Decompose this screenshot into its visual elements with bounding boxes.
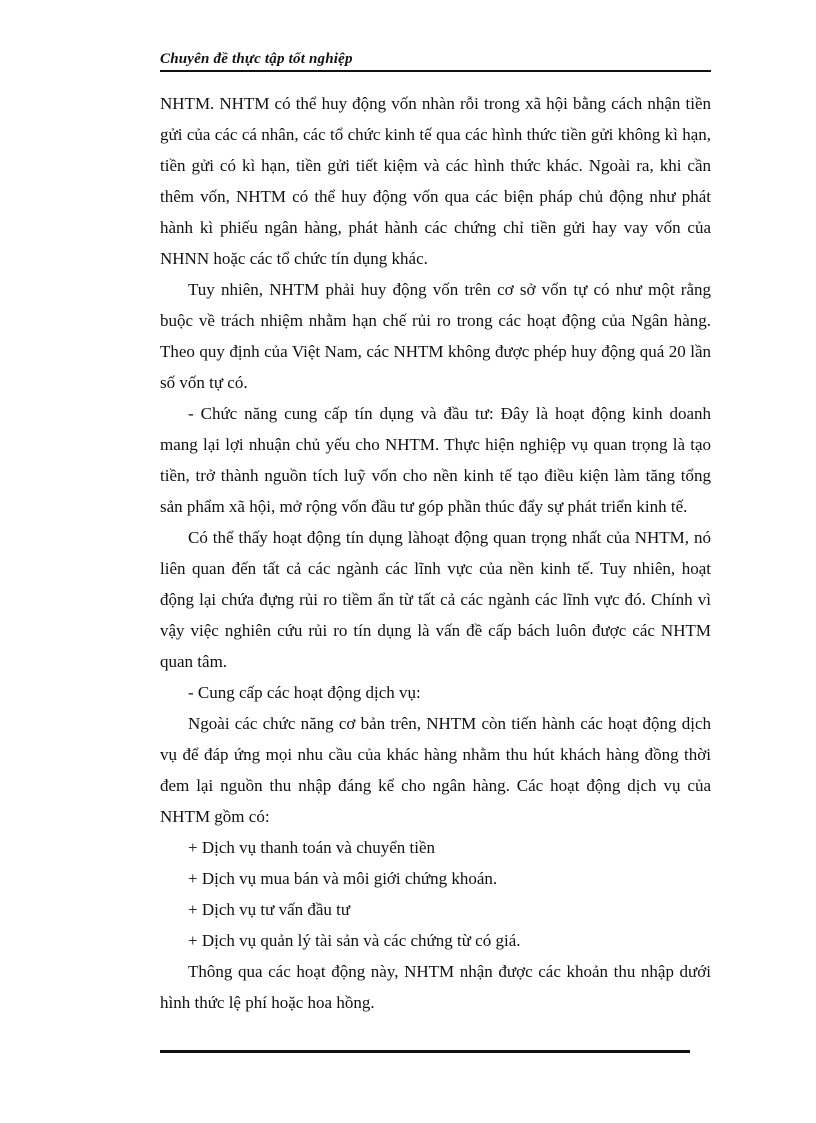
paragraph: - Chức năng cung cấp tín dụng và đầu tư: Đây là hoạt động kinh doanh mang lại lợi nhuận chủ yếu cho NHTM. Thực hiện nghiệp vụ quan trọng là tạo tiền, trở thành nguồn tích luỹ vốn cho nền kinh tế tạo điều kiện làm tăng tổng sản phẩm xã hội, mở rộng vốn đầu tư góp phần thúc đẩy sự phát triển kinh tế. [160, 404, 711, 516]
header-title: Chuyên đề thực tập tốt nghiệp [160, 51, 353, 67]
list-item: + Dịch vụ mua bán và môi giới chứng khoán. [188, 869, 498, 888]
page-header [160, 44, 711, 72]
section-heading: - Cung cấp các hoạt động dịch vụ: [188, 683, 421, 702]
list-item: + Dịch vụ tư vấn đầu tư [188, 900, 351, 919]
footer-divider [160, 1050, 690, 1053]
paragraph: Có thể thấy hoạt động tín dụng làhoạt động quan trọng nhất của NHTM, nó liên quan đến tất cả các ngành các lĩnh vực của nền kinh tế. Tuy nhiên, hoạt động lại chứa đựng rủi ro tiềm ẩn từ tất cả các ngành các lĩnh vực đó. Chính vì vậy việc nghiên cứu rủi ro tín dụng là vấn đề cấp bách luôn được các NHTM quan tâm. [160, 528, 711, 671]
paragraph: Ngoài các chức năng cơ bản trên, NHTM còn tiến hành các hoạt động dịch vụ để đáp ứng mọi nhu cầu của khác hàng nhằm thu hút khách hàng đồng thời đem lại nguồn thu nhập đáng kể cho ngân hàng. Các hoạt động dịch vụ của NHTM gồm có: [160, 714, 711, 826]
paragraph: Thông qua các hoạt động này, NHTM nhận được các khoản thu nhập dưới hình thức lệ phí hoặc hoa hồng. [160, 962, 711, 1012]
list-item: + Dịch vụ quản lý tài sản và các chứng từ có giá. [188, 931, 521, 950]
document-body [160, 88, 711, 1018]
paragraph: NHTM. NHTM có thể huy động vốn nhàn rỗi trong xã hội bằng cách nhận tiền gửi của các cá nhân, các tổ chức kinh tế qua các hình thức tiền gửi không kì hạn, tiền gửi có kì hạn, tiền gửi tiết kiệm và các hình thức khác. Ngoài ra, khi cần thêm vốn, NHTM có thể huy động vốn qua các biện pháp chủ động như phát hành kì phiếu ngân hàng, phát hành các chứng chỉ tiền gửi hay vay vốn của NHNN hoặc các tổ chức tín dụng khác. [160, 94, 711, 268]
paragraph: Tuy nhiên, NHTM phải huy động vốn trên cơ sở vốn tự có như một rằng buộc về trách nhiệm nhằm hạn chế rủi ro trong các hoạt động của Ngân hàng. Theo quy định của Việt Nam, các NHTM không được phép huy động quá 20 lần số vốn tự có. [160, 280, 711, 392]
list-item: + Dịch vụ thanh toán và chuyển tiền [188, 838, 436, 857]
